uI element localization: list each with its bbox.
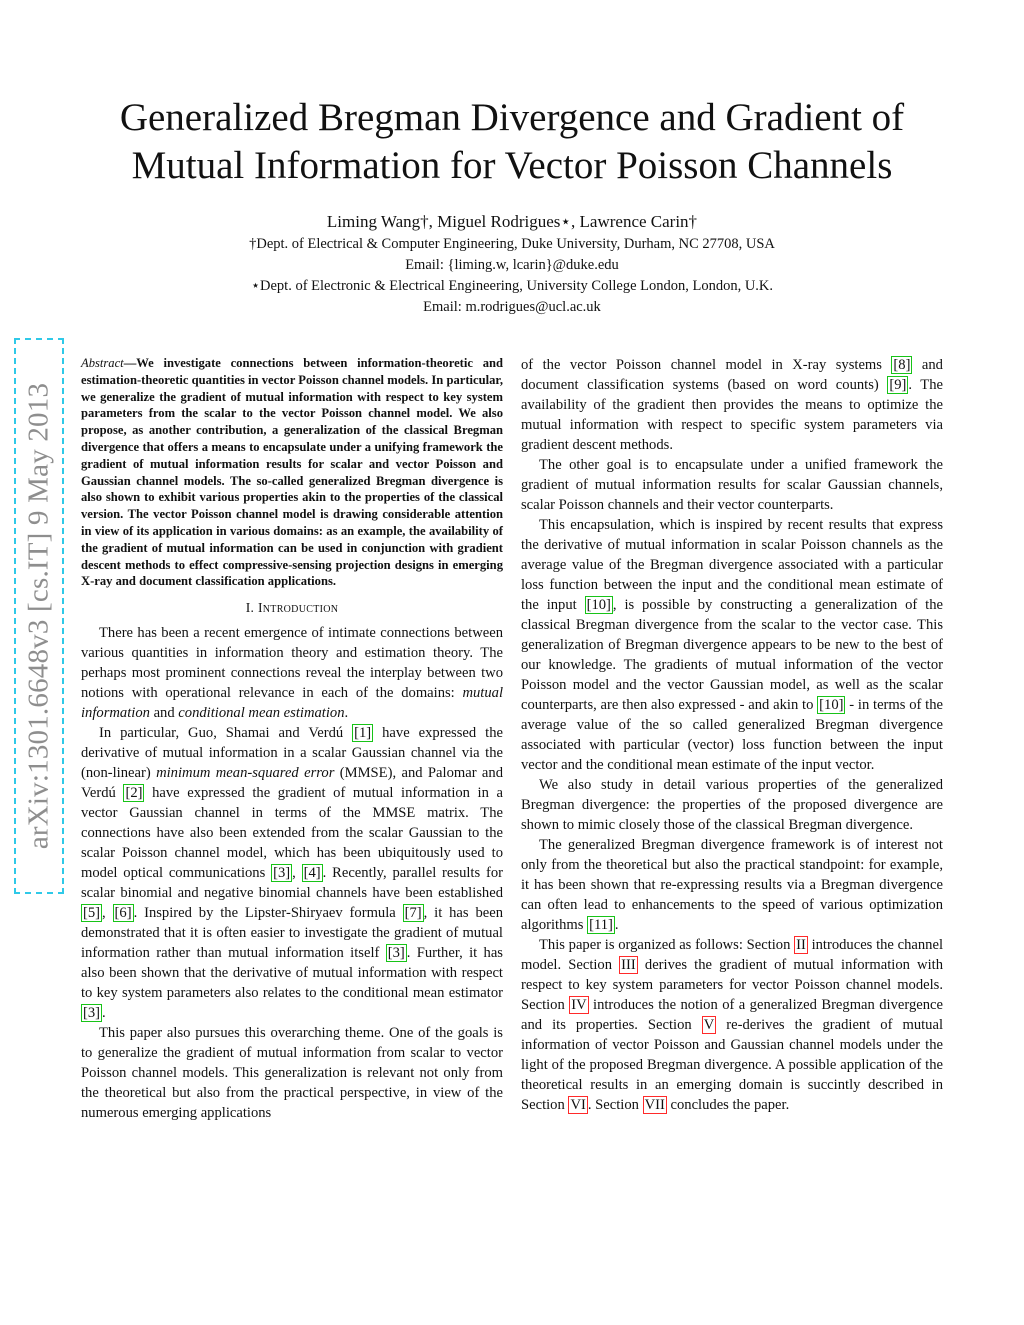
intro-paragraph-7 (521, 835, 943, 935)
text-run: In particular, Guo, Shamai and Verdú (99, 725, 353, 742)
author-list: Liming Wang†, Miguel Rodrigues⋆, Lawrence Carin† (326, 212, 698, 231)
right-column (521, 355, 943, 1115)
text-run: re-derives the gradient of mutual information of vector Poisson and Gaussian channel models under the light of the proposed Bregman divergence. A possible application of the theoretical results in an emerging domain is succintly described in Section (521, 1017, 943, 1113)
text-run: (MMSE), and Palomar and Verdú (81, 765, 503, 802)
text-run: This paper is organized as follows: Section (539, 937, 795, 953)
arxiv-stamp (14, 338, 64, 894)
citation-link[interactable]: [3] (273, 865, 291, 882)
intro-paragraph-5 (521, 515, 943, 775)
email-duke: Email: {liming.w, lcarin}@duke.edu (405, 257, 619, 273)
citation-link[interactable]: [10] (586, 597, 611, 613)
text-run: have expressed the gradient of mutual information in a vector Gaussian channel in terms of the MMSE matrix. The connections have also been extended from the scalar Gaussian to the scalar Poisson channel model, which has been ubiquitously used to model optical communications (81, 785, 503, 882)
text-run: , it has been demonstrated that it is often easier to investigate the gradient of mutual information rather than mutual information itself (81, 905, 503, 962)
emphasis-mmse: minimum mean-squared error (156, 765, 335, 782)
text-run: concludes the paper. (666, 1097, 790, 1113)
section-link[interactable]: IV (571, 997, 587, 1013)
text-run: derives the gradient of mutual information with respect to key system parameters for vector Poisson channel models. Section (521, 957, 944, 1013)
intro-paragraph-3: This paper also pursues this overarching theme. One of the goals is to generalize the gradient of mutual information from scalar to vector Poisson channel models. This generalization is relevant not only from the theoretical but also from the practical perspective, in view of the numerous emerging applications (81, 1025, 503, 1122)
citation-link[interactable]: [3] (387, 945, 405, 962)
paper-title (80, 94, 944, 190)
text-run: have expressed the derivative of mutual information in a scalar Gaussian channel via the (non-linear) (81, 725, 503, 782)
abstract-text: —We investigate connections between information-theoretic and estimation-theoretic quantities in vector Poisson channel models. In particular, we generalize the gradient of mutual information with respect to key system parameters from the scalar to the vector Poisson channel model. We also propose, as another contribution, a generalization of the classical Bregman divergence that offers a means to encapsulate under a unifying framework the gradient of mutual information results for scalar and vector Poisson and Gaussian channel models. The so-called generalized Bregman divergence is also shown to exhibit various properties akin to the properties of the classical version. The vector Poisson channel model is drawing considerable attention in view of its application in various domains: as an example, the availability of the gradient of mutual information can be used in conjunction with gradient descent methods to effect compressive-sensing projection designs in emerging X-ray and document classification applications. (81, 356, 503, 589)
affiliation-duke: †Dept. of Electrical & Computer Engineering, Duke University, Durham, NC 27708, USA (249, 236, 775, 252)
intro-paragraph-1 (81, 623, 503, 723)
section-heading-introduction (81, 600, 503, 616)
citation-link[interactable]: [9] (889, 377, 907, 393)
text-run: introduces the notion of a generalized Bregman divergence and its properties. Section (521, 997, 943, 1033)
affiliation-ucl: ⋆Dept. of Electronic & Electrical Engineering, University College London, London, U.K. (250, 278, 774, 294)
text-run: and document classification systems (based on word counts) (521, 357, 943, 393)
text-run: , (292, 865, 302, 882)
intro-paragraph-8 (521, 935, 943, 1115)
title-line-2: Mutual Information for Vector Poisson Channels (131, 144, 893, 187)
text-run: This encapsulation, which is inspired by recent results that express the derivative of mutual information in scalar Poisson channels as the average value of the Bregman divergence associated with a particular loss function between the input and the conditional mean estimate of the input (521, 517, 943, 613)
abstract-label: Abstract (81, 356, 124, 370)
text-run: , (102, 905, 113, 922)
text-run: introduces the channel model. Section (521, 937, 943, 973)
abstract (81, 355, 503, 590)
citation-link[interactable]: [7] (404, 905, 422, 922)
text-run: of the vector Poisson channel model in X-ray systems (521, 357, 892, 373)
intro-paragraph-6: We also study in detail various properties of the generalized Bregman divergence: the properties of the proposed divergence are shown to mimic closely those of the classical Bregman divergence. (521, 777, 943, 833)
email-ucl: Email: m.rodrigues@ucl.ac.uk (423, 299, 601, 315)
emphasis-conditional-mean: conditional mean estimation (178, 705, 345, 722)
citation-link[interactable]: [10] (819, 697, 844, 713)
text-run: and (149, 705, 179, 722)
section-number: I. (245, 600, 255, 616)
intro-paragraph-2 (81, 723, 503, 1023)
section-link[interactable]: VII (644, 1097, 665, 1113)
citation-link[interactable]: [1] (354, 725, 372, 742)
text-run: , is possible by constructing a generalization of the classical Bregman divergence from the scalar to the vector case. This generalization of Bregman divergence appears to be new to the best of our knowledge. The gradients of mutual information of the vector Poisson model and the vector Gaussian model, as well as the scalar counterparts, are then also expressed - and akin to (521, 597, 943, 713)
text-run: . (344, 705, 349, 722)
citation-link[interactable]: [5] (83, 905, 101, 922)
left-column (81, 355, 503, 1123)
text-run: . Further, it has also been shown that the derivative of mutual information with respect to key system parameters also relates to the conditional mean estimator (81, 945, 503, 1002)
intro-paragraph-3-cont (521, 355, 943, 455)
text-run: . (102, 1005, 106, 1022)
text-run: . The availability of the gradient then provides the means to optimize the mutual information with respect to specific system parameters via gradient descent methods. (521, 377, 943, 453)
section-link[interactable]: V (703, 1017, 715, 1033)
arxiv-identifier: arXiv:1301.6648v3 [cs.IT] 9 May 2013 (22, 382, 55, 850)
text-run: . Recently, parallel results for scalar binomial and negative binomial channels have been established (81, 865, 503, 902)
section-title: Introduction (257, 600, 339, 616)
author-block (80, 210, 944, 318)
emphasis-mutual-information: mutual information (81, 685, 503, 722)
citation-link[interactable]: [2] (125, 785, 143, 802)
section-link[interactable]: III (621, 957, 636, 973)
text-run: The generalized Bregman divergence framework is of interest not only from the theoretical but also the practical standpoint: for example, it has been shown that re-expressing results via a Bregman divergence can often lead to enhancements to the speed of various optimization algorithms (521, 837, 943, 933)
citation-link[interactable]: [11] (589, 917, 613, 933)
text-run: There has been a recent emergence of intimate connections between various quantities in information theory and estimation theory. The perhaps most prominent connections reveal the interplay between two notions with operational relevance in each of the domains: (81, 625, 503, 702)
section-link[interactable]: II (796, 937, 806, 953)
title-line-1: Generalized Bregman Divergence and Gradient of (119, 96, 905, 139)
citation-link[interactable]: [4] (303, 865, 321, 882)
citation-link[interactable]: [3] (83, 1005, 101, 1022)
text-run: . (614, 917, 619, 933)
text-run: . Inspired by the Lipster-Shiryaev formula (133, 905, 403, 922)
citation-link[interactable]: [6] (114, 905, 132, 922)
citation-link[interactable]: [8] (893, 357, 911, 373)
intro-paragraph-4: The other goal is to encapsulate under a unified framework the gradient of mutual information results for scalar Gaussian channels, scalar Poisson channels and their vector counterparts. (521, 457, 943, 513)
section-link[interactable]: VI (570, 1097, 586, 1113)
text-run: - in terms of the average value of the so called generalized Bregman divergence associated with particular (vector) loss function between the input vector and the conditional mean estimate of the input vector. (521, 697, 943, 773)
text-run: . Section (587, 1097, 643, 1113)
